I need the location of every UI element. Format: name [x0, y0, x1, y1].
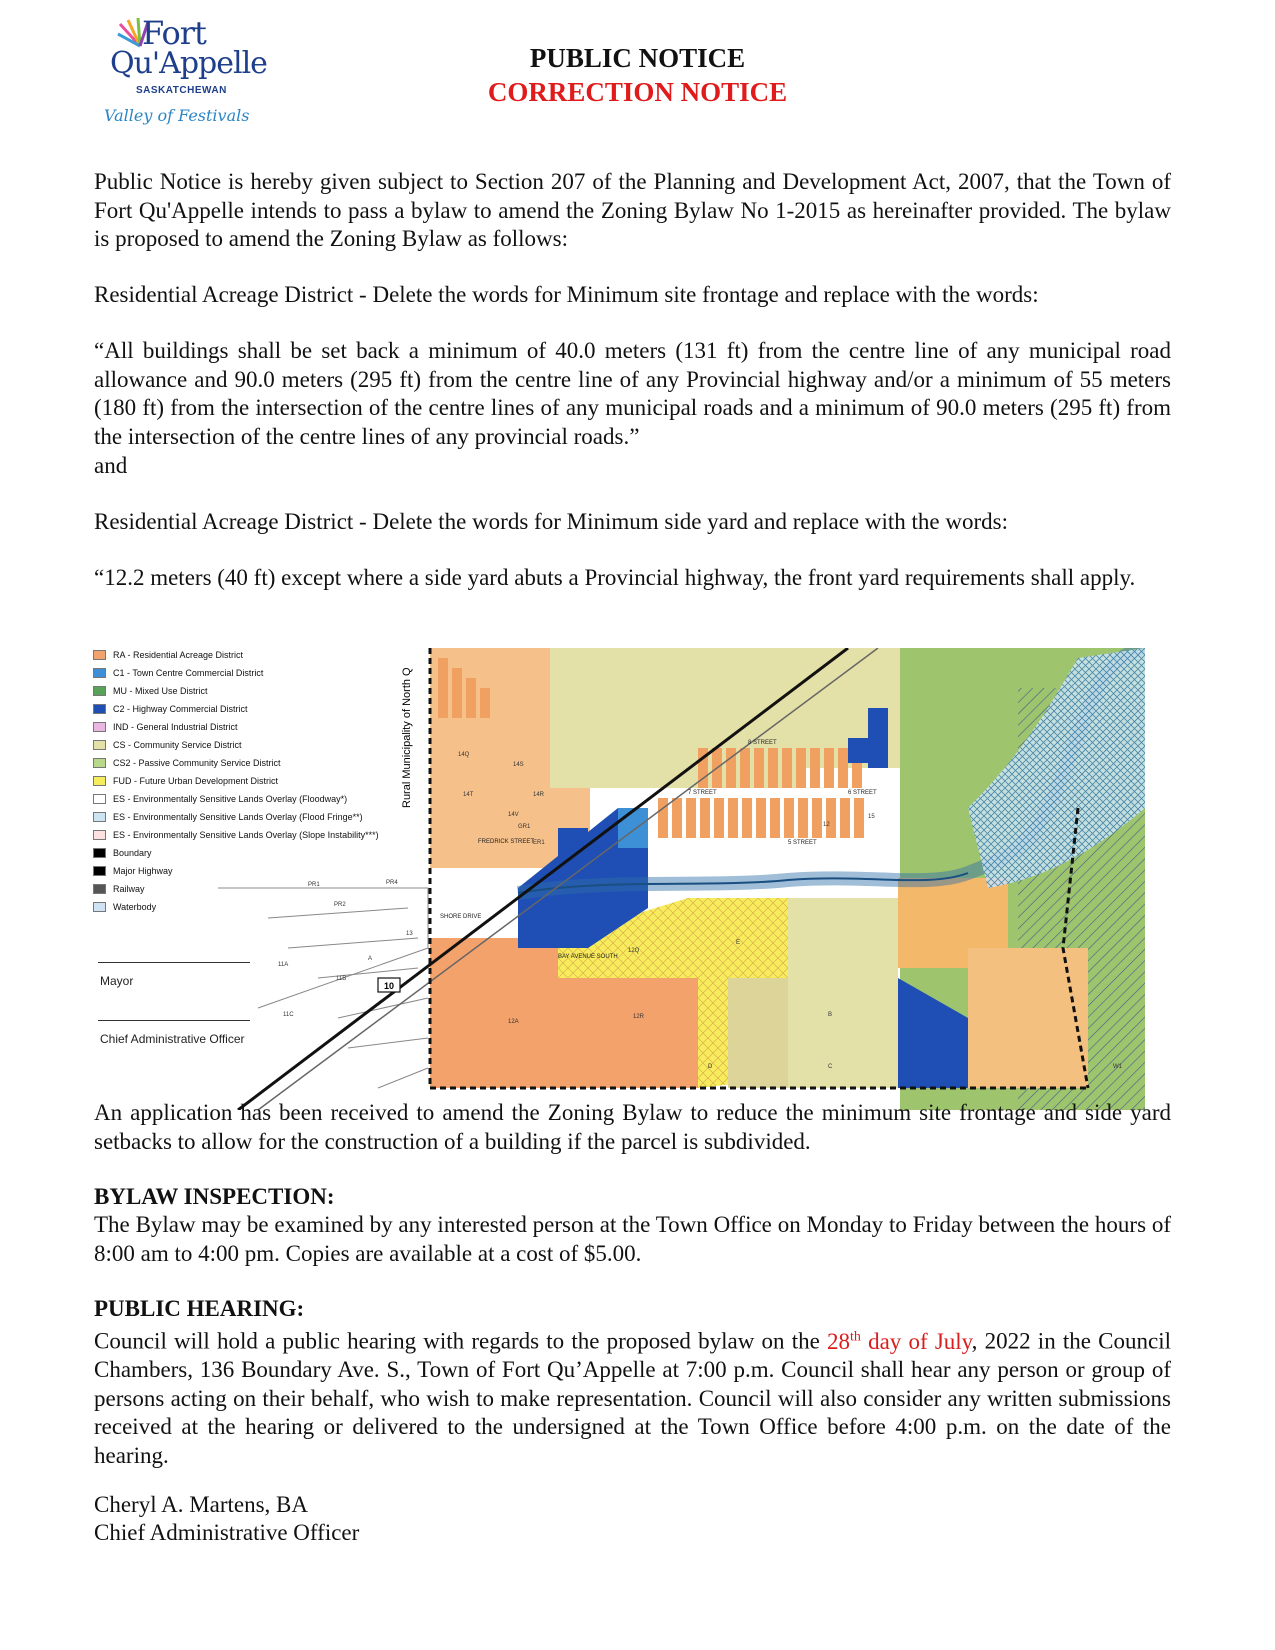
legend-item — [93, 810, 363, 824]
rm-label: Rural Municipality of North Q — [401, 667, 413, 808]
zoning-map — [88, 648, 1145, 1110]
legend-label: RA - Residential Acreage District — [113, 650, 244, 660]
legend-swatch — [93, 902, 106, 912]
legend-item — [93, 666, 263, 680]
legend-label: Railway — [113, 884, 145, 894]
signatory-title: Chief Administrative Officer — [94, 1520, 360, 1545]
zone-label: 14S — [513, 762, 524, 768]
hearing-date-day: 28 — [827, 1328, 850, 1354]
legend-swatch — [93, 794, 106, 804]
legend-swatch — [93, 668, 106, 678]
legend-label: Major Highway — [113, 866, 173, 876]
zone-label: ER1 — [533, 840, 545, 846]
legend-item — [93, 846, 152, 860]
logo-line-fort: Fort — [142, 14, 206, 52]
legend-label: IND - General Industrial District — [113, 722, 238, 732]
zone-label: A — [368, 956, 373, 962]
zone-label: 12R — [633, 1014, 645, 1020]
zone-label: PR1 — [308, 882, 320, 888]
logo-line-province: SASKATCHEWAN — [136, 85, 227, 96]
hearing-heading: PUBLIC HEARING: — [94, 1296, 305, 1321]
zone-label: 12A — [508, 1019, 519, 1025]
legend-swatch — [93, 740, 106, 750]
logo-line-quappelle: Qu'Appelle — [110, 46, 267, 81]
legend-swatch — [93, 776, 106, 786]
zone-label: W1 — [1113, 1064, 1122, 1070]
hearing-text-pre: Council will hold a public hearing with regards to the proposed bylaw on the — [94, 1328, 827, 1354]
street-label: 7 STREET — [688, 790, 717, 796]
legend-item — [93, 720, 238, 734]
zone-label: D — [708, 1064, 713, 1070]
inspection-heading: BYLAW INSPECTION: — [94, 1184, 335, 1209]
legend-label: C2 - Highway Commercial District — [113, 704, 248, 714]
legend-item — [93, 648, 243, 662]
legend-swatch — [93, 650, 106, 660]
street-label: 8 STREET — [748, 740, 777, 746]
amendment-2-intro: Residential Acreage District - Delete the words for Minimum side yard and replace with the words: — [94, 509, 1008, 534]
legend-item — [93, 828, 379, 842]
legend-swatch — [93, 848, 106, 858]
legend-label: ES - Environmentally Sensitive Lands Overlay (Floodway*) — [113, 794, 348, 804]
intro-paragraph: Public Notice is hereby given subject to Section 207 of the Planning and Development Act, 2007, that the Town of Fort Qu'Appelle intends to pass a bylaw to amend the Zoning Bylaw No 1-2015 as hereinafter provided. The bylaw is proposed to amend the Zoning Bylaw as follows: — [94, 169, 1171, 252]
zone-label: 14R — [533, 792, 545, 798]
legend-label: ES - Environmentally Sensitive Lands Overlay (Flood Fringe**) — [113, 812, 363, 822]
street-label: SHORE DRIVE — [440, 914, 482, 920]
legend-item — [93, 864, 173, 878]
zone-label: PR2 — [334, 902, 346, 908]
legend-swatch — [93, 884, 106, 894]
zone-label: 13 — [406, 931, 413, 937]
mayor-signature-line — [98, 962, 250, 963]
amendment-2-text: “12.2 meters (40 ft) except where a side yard abuts a Provincial highway, the front yard requirements shall apply. — [94, 565, 1136, 590]
street-label: 5 STREET — [788, 840, 817, 846]
inspection-text: The Bylaw may be examined by any interested person at the Town Office on Monday to Friday between the hours of 8:00 am to 4:00 pm. Copies are available at a cost of $5.00. — [94, 1212, 1171, 1266]
signatory-name: Cheryl A. Martens, BA — [94, 1492, 309, 1517]
amendment-1-intro: Residential Acreage District - Delete the words for Minimum site frontage and replace with the words: — [94, 282, 1039, 307]
legend-item — [93, 684, 208, 698]
amendment-1-text: “All buildings shall be set back a minimum of 40.0 meters (131 ft) from the centre line of any municipal road allowance and 90.0 meters (295 ft) from the centre line of any Provincial highway and/or a minimum of 55 meters (180 ft) from the intersection of the centre lines of any municipal roads and a minimum of 90.0 meters (295 ft) from the intersection of the centre lines of any provincial roads.” — [94, 338, 1171, 449]
hearing-date-suffix: th — [850, 1329, 861, 1344]
legend-swatch — [93, 812, 106, 822]
zone-label: 12Q — [628, 948, 640, 954]
application-paragraph: An application has been received to amend the Zoning Bylaw to reduce the minimum site frontage and side yard setbacks to allow for the construction of a building if the parcel is subdivided. — [94, 1100, 1171, 1154]
legend-item — [93, 738, 242, 752]
notice-title: PUBLIC NOTICE — [529, 43, 746, 73]
zone-label: 12 — [823, 822, 830, 828]
and-connector: and — [94, 453, 128, 478]
hearing-date-month: day of July — [860, 1328, 972, 1354]
cao-signature-line — [98, 1020, 250, 1021]
zone-label: 11B — [336, 976, 347, 982]
legend-item — [93, 774, 278, 788]
zone-label: 11C — [283, 1012, 294, 1018]
legend-label: Waterbody — [113, 902, 157, 912]
street-label: 6 STREET — [848, 790, 877, 796]
zone-label: C — [828, 1064, 833, 1070]
legend-label: FUD - Future Urban Development District — [113, 776, 279, 786]
legend-item — [93, 882, 145, 896]
notice-subtitle: CORRECTION NOTICE — [487, 77, 788, 107]
hearing-text-post: , 2022 in the Council Chambers, 136 Boundary Ave. S., Town of Fort Qu’Appelle at 7:00 p.m. Council shall hear any person or group of persons acting on their behalf, who wish to make representation. Council will also consider any written submissions received at the hearing or delivered to the undersigned at the Town Office before 4:00 p.m. on the date of the hearing. — [94, 1328, 1171, 1469]
legend-item — [93, 756, 281, 770]
legend-swatch — [93, 758, 106, 768]
legend-label: Boundary — [113, 848, 152, 858]
legend-item — [93, 702, 248, 716]
zone-label: GR1 — [518, 824, 531, 830]
zone-label: 14V — [508, 812, 519, 818]
legend-label: CS2 - Passive Community Service District — [113, 758, 281, 768]
legend-item — [93, 900, 156, 914]
logo-tagline: Valley of Festivals — [104, 106, 250, 125]
legend-item — [93, 792, 347, 806]
zone-label: 14T — [463, 792, 474, 798]
street-label: BAY AVENUE SOUTH — [558, 954, 618, 960]
zone-label: 14Q — [458, 752, 470, 758]
zone-label: 15 — [868, 814, 875, 820]
legend-label: ES - Environmentally Sensitive Lands Overlay (Slope Instability***) — [113, 830, 379, 840]
legend-label: CS - Community Service District — [113, 740, 242, 750]
legend-label: C1 - Town Centre Commercial District — [113, 668, 264, 678]
highway-shield-label: 10 — [383, 981, 395, 991]
legend-swatch — [93, 722, 106, 732]
legend-swatch — [93, 866, 106, 876]
mayor-label: Mayor — [100, 974, 134, 988]
hearing-text — [94, 1323, 1171, 1471]
legend-swatch — [93, 686, 106, 696]
legend-swatch — [93, 830, 106, 840]
zone-label: PR4 — [386, 880, 398, 886]
cao-label: Chief Administrative Officer — [100, 1032, 245, 1046]
legend-label: MU - Mixed Use District — [113, 686, 208, 696]
zone-label: 11A — [278, 962, 289, 968]
zone-label: B — [828, 1012, 833, 1018]
legend-swatch — [93, 704, 106, 714]
zone-label: E — [736, 940, 741, 946]
street-label: FREDRICK STREET — [478, 839, 535, 845]
hearing-date — [827, 1329, 972, 1354]
